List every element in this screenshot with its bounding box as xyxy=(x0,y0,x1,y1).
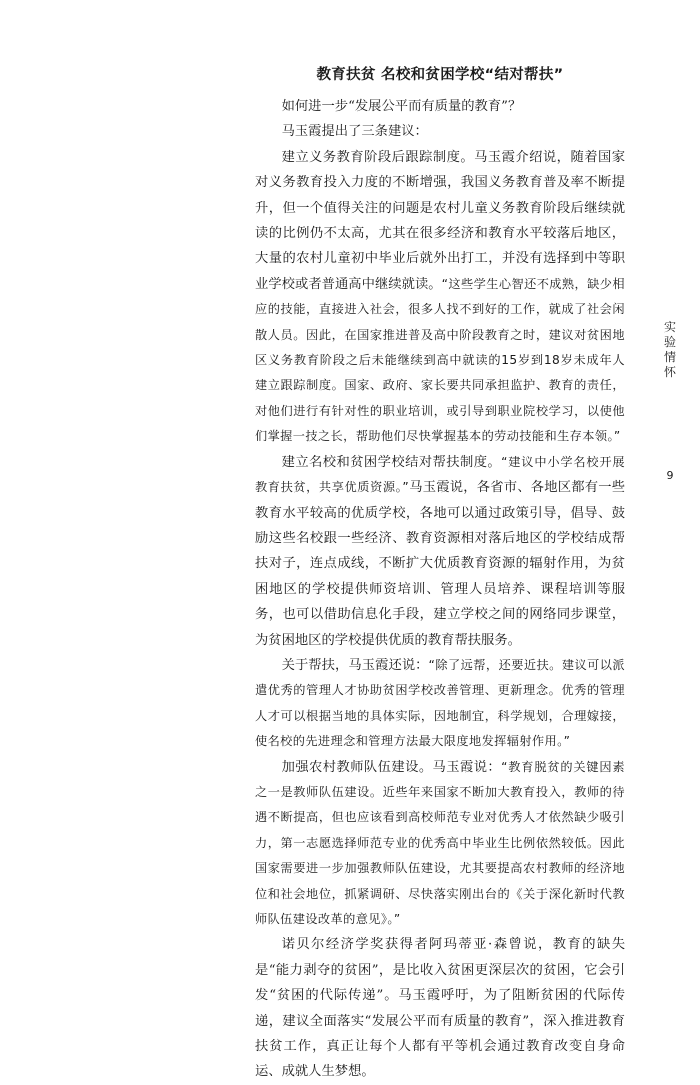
paragraph-intro: 马玉霞提出了三条建议： xyxy=(281,124,428,140)
side-label-char: 验 xyxy=(663,335,676,349)
section-side-label xyxy=(662,320,678,380)
article-body xyxy=(255,94,625,1085)
paragraph-question: 如何进一步“发展公平而有质量的教育”？ xyxy=(281,99,522,114)
page-number: 9 xyxy=(666,469,674,482)
side-label-char: 怀 xyxy=(663,365,676,379)
paragraph-tracking-system xyxy=(255,145,625,450)
side-label-char: 实 xyxy=(663,320,676,334)
paragraph-text: 建立义务教育阶段后跟踪制度。马玉霞介绍说，随着国家对义务教育投入力度的不断增强，我国义务教育普及率不断提升，但一个值得关注的问题是农村儿童义务教育阶段后继续就读的比例仍不太高，尤其在很多经济和教育水平较落后地区，大量的农村儿童初中毕业后就外出打工，并没有选择到中等职业学校或者普通高中继续就读。 xyxy=(255,149,625,292)
paragraph-text: 加强农村教师队伍建设。马玉霞说： xyxy=(281,759,502,775)
paragraph-quote: “教育脱贫的关键因素之一是教师队伍建设。近些年来国家不断加大教育投入，教师的待遇不断提高，但也应该看到高校师范专业对优秀人才依然缺少吸引力，第一志愿选择师范专业的优秀高中毕业生比例依然较低。因此国家需要进一步加强教师队伍建设，尤其要提高农村教师的经济地位和社会地位，抓紧调研、尽快落实刚出台的《关于深化新时代教师队伍建设改革的意见》。” xyxy=(255,759,625,926)
page-title: 教育扶贫 名校和贫困学校“结对帮扶” xyxy=(316,67,564,83)
side-label-char: 情 xyxy=(663,350,676,364)
paragraph-assistance xyxy=(255,653,625,755)
paragraph-pairing-system xyxy=(255,450,625,653)
paragraph-rural-teachers xyxy=(255,755,625,933)
paragraph-quote: “这些学生心智还不成熟，缺少相应的技能，直接进入社会，很多人找不到好的工作，就成了社会闲散人员。因此，在国家推进普及高中阶段教育之时，建议对贫困地区义务教育阶段之后未能继续到高中就读的15岁到18岁未成年人建立跟踪制度。国家、政府、家长要共同承担监护、教育的责任，对他们进行有针对性的职业培训，或引导到职业院校学习，以使他们掌握一技之长，帮助他们尽快掌握基本的劳动技能和生存本领。” xyxy=(255,276,625,444)
paragraph-conclusion: 诺贝尔经济学奖获得者阿玛蒂亚·森曾说，教育的缺失是“能力剥夺的贫困”，是比收入贫困更深层次的贫困，它会引发“贫困的代际传递”。马玉霞呼吁，为了阻断贫困的代际传递，建议全面落实“发展公平而有质量的教育”，深入推进教育扶贫工作，真正让每个人都有平等机会通过教育改变自身命运、成就人生梦想。 xyxy=(255,937,625,1080)
paragraph-text: 关于帮扶，马玉霞还说： xyxy=(281,657,429,673)
paragraph-text: 建立名校和贫困学校结对帮扶制度。 xyxy=(281,454,502,470)
paragraph-quote: “建议中小学名校开展教育扶贫，共享优质资源。” xyxy=(255,454,625,495)
paragraph-text: 马玉霞说，各省市、各地区都有一些教育水平较高的优质学校，各地可以通过政策引导，倡导、鼓励这些名校跟一些经济、教育资源相对落后地区的学校结成帮扶对子，连点成线，不断扩大优质教育资源的辐射作用，为贫困地区的学校提供师资培训、管理人员培养、课程培训等服务，也可以借助信息化手段，建立学校之间的网络同步课堂，为贫困地区的学校提供优质的教育帮扶服务。 xyxy=(255,480,625,648)
paragraph-quote: “除了远帮，还要近扶。建议可以派遣优秀的管理人才协助贫困学校改善管理、更新理念。优秀的管理人才可以根据当地的具体实际，因地制宜，科学规划，合理嫁接，使名校的先进理念和管理方法最大限度地发挥辐射作用。” xyxy=(255,657,626,749)
